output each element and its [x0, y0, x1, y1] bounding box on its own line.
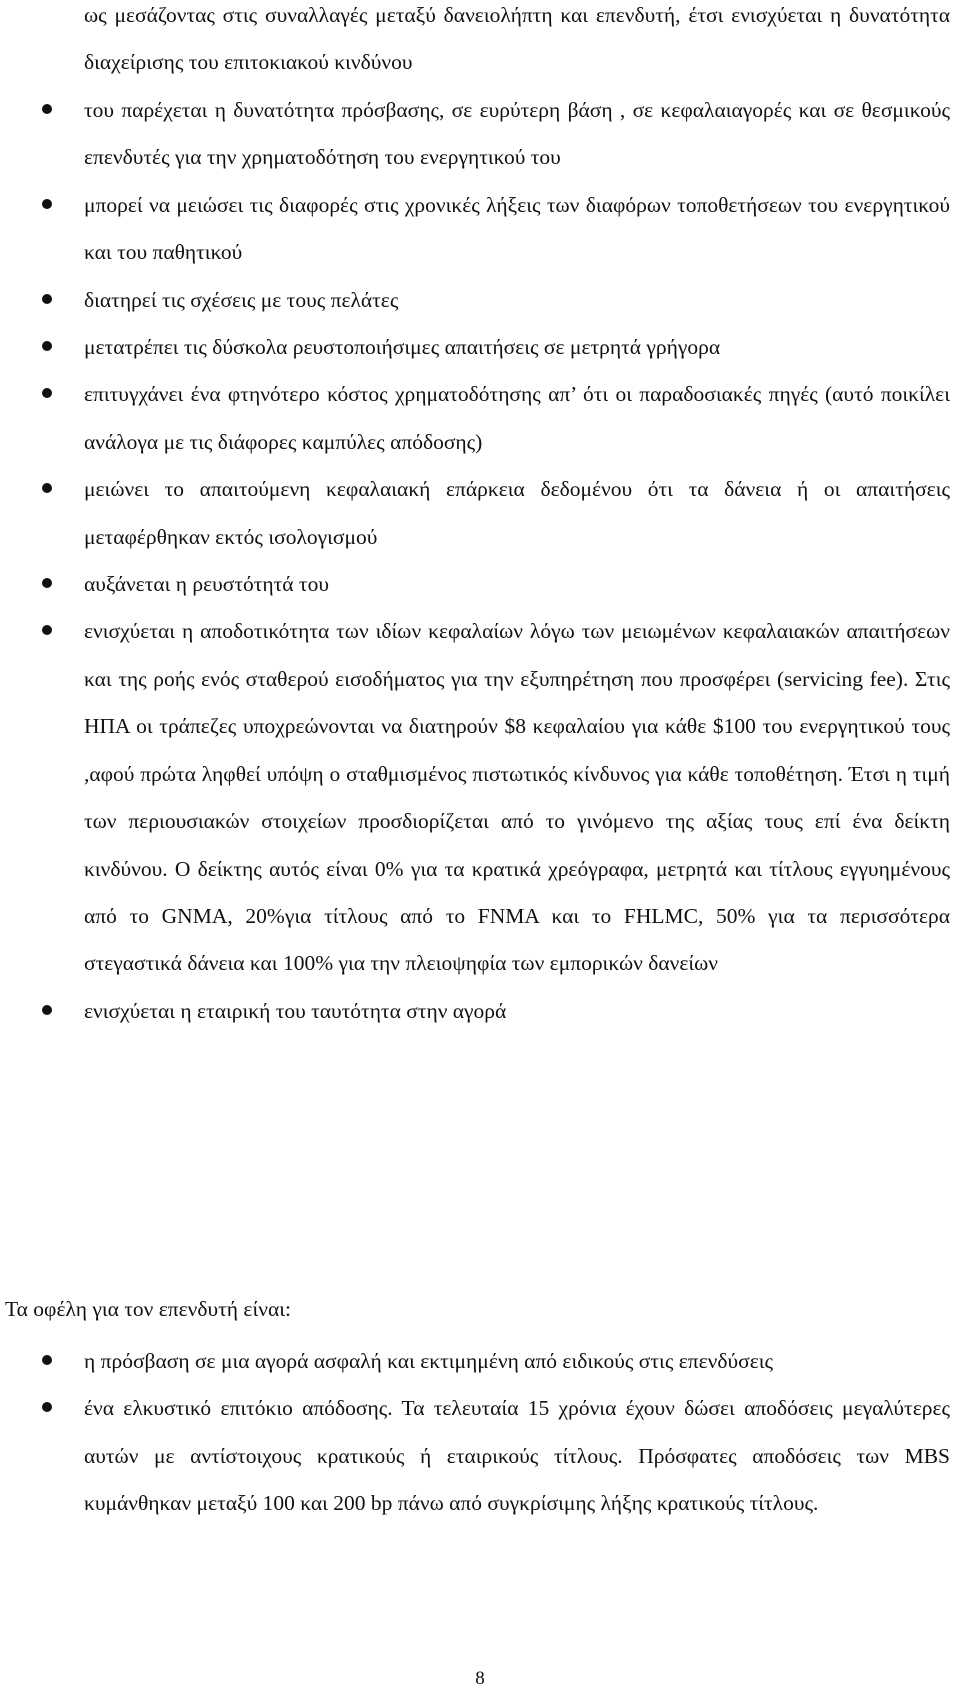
- bullet-icon: [42, 578, 52, 588]
- list-item-text: μπορεί να μειώσει τις διαφορές στις χρονικές λήξεις των διαφόρων τοποθετήσεων του ενεργητικού και του παθητικού: [84, 192, 950, 265]
- bullet-icon: [42, 388, 52, 398]
- continuation-paragraph: ως μεσάζοντας στις συναλλαγές μεταξύ δανειολήπτη και επενδυτή, έτσι ενισχύεται η δυνατότητα διαχείρισης του επιτοκιακού κινδύνου: [84, 3, 950, 75]
- list-item-text: ενισχύεται η αποδοτικότητα των ιδίων κεφαλαίων λόγω των μειωμένων κεφαλαιακών απαιτήσεων και της ροής ενός σταθερού εισοδήματος για την εξυπηρέτηση που προσφέρει (servicing fee). Στις ΗΠΑ οι τράπεζες υποχρεώνονται να διατηρούν $8 κεφαλαίου για κάθε $100 του ενεργητικού τους ,αφού πρώτα ληφθεί υπόψη ο σταθμισμένος πιστωτικός κίνδυνος για κάθε τοποθέτηση. Έτσι η τιμή των περιουσιακών στοιχείων προσδιορίζεται από το γινόμενο της αξίας τους επί ένα δείκτη κινδύνου. Ο δείκτης αυτός είναι 0% για τα κρατικά χρεόγραφα, μετρητά και τίτλους εγγυημένους από το GNMA, 20%για τίτλους από το FNMA και το FHLMC, 50% για τα περισσότερα στεγαστικά δάνεια και 100% για την πλειοψηφία των εμπορικών δανείων: [84, 619, 950, 976]
- list-item-text: επιτυγχάνει ένα φτηνότερο κόστος χρηματοδότησης απ’ ότι οι παραδοσιακές πηγές (αυτό ποικίλει ανάλογα με τις διάφορες καμπύλες απόδοσης): [84, 382, 950, 454]
- list-item: [0, 1385, 950, 1527]
- investor-benefits-heading: Τα οφέλη για τον επενδυτή είναι:: [5, 1297, 291, 1321]
- list-item: [0, 371, 950, 466]
- list-item-text: αυξάνεται η ρευστότητά του: [84, 572, 329, 597]
- issuer-benefits-list: [0, 87, 960, 1035]
- bullet-icon: [42, 199, 52, 209]
- list-item-text: του παρέχεται η δυνατότητα πρόσβασης, σε ευρύτερη βάση , σε κεφαλαιαγορές και σε θεσμικούς επενδυτές για την χρηματοδότηση του ενεργητικού του: [84, 98, 950, 170]
- page-number: 8: [475, 1668, 485, 1689]
- list-item: [0, 988, 950, 1035]
- bullet-icon: [42, 1355, 52, 1365]
- investor-benefits-list: [0, 1338, 960, 1528]
- list-item: [0, 466, 950, 561]
- list-item: [0, 324, 950, 371]
- list-item-text: μετατρέπει τις δύσκολα ρευστοποιήσιμες απαιτήσεις σε μετρητά γρήγορα: [84, 335, 721, 360]
- bullet-icon: [42, 1402, 52, 1412]
- bullet-icon: [42, 294, 52, 304]
- list-item: [0, 87, 950, 182]
- list-item: [0, 608, 950, 987]
- list-item-text: ένα ελκυστικό επιτόκιο απόδοσης. Τα τελευταία 15 χρόνια έχουν δώσει αποδόσεις μεγαλύτερες αυτών με αντίστοιχους κρατικούς ή εταιρικούς τίτλους. Πρόσφατες αποδόσεις των MBS κυμάνθηκαν μεταξύ 100 και 200 bp πάνω από συγκρίσιμης λήξης κρατικούς τίτλους.: [84, 1396, 950, 1516]
- bullet-icon: [42, 104, 52, 114]
- list-item-text: μειώνει το απαιτούμενη κεφαλαιακή επάρκεια δεδομένου ότι τα δάνεια ή οι απαιτήσεις μεταφέρθηκαν εκτός ισολογισμού: [84, 477, 950, 549]
- list-item-text: ενισχύεται η εταιρική του ταυτότητα στην αγορά: [84, 998, 507, 1023]
- list-item: [0, 1338, 950, 1385]
- bullet-icon: [42, 1005, 52, 1015]
- bullet-icon: [42, 483, 52, 493]
- list-item-text: η πρόσβαση σε μια αγορά ασφαλή και εκτιμημένη από ειδικούς στις επενδύσεις: [84, 1349, 774, 1373]
- list-item-text: διατηρεί τις σχέσεις με τους πελάτες: [84, 287, 399, 312]
- bullet-icon: [42, 341, 52, 351]
- bullet-icon: [42, 625, 52, 635]
- list-item: [0, 277, 950, 324]
- list-item: [0, 561, 950, 608]
- list-item: [0, 182, 950, 277]
